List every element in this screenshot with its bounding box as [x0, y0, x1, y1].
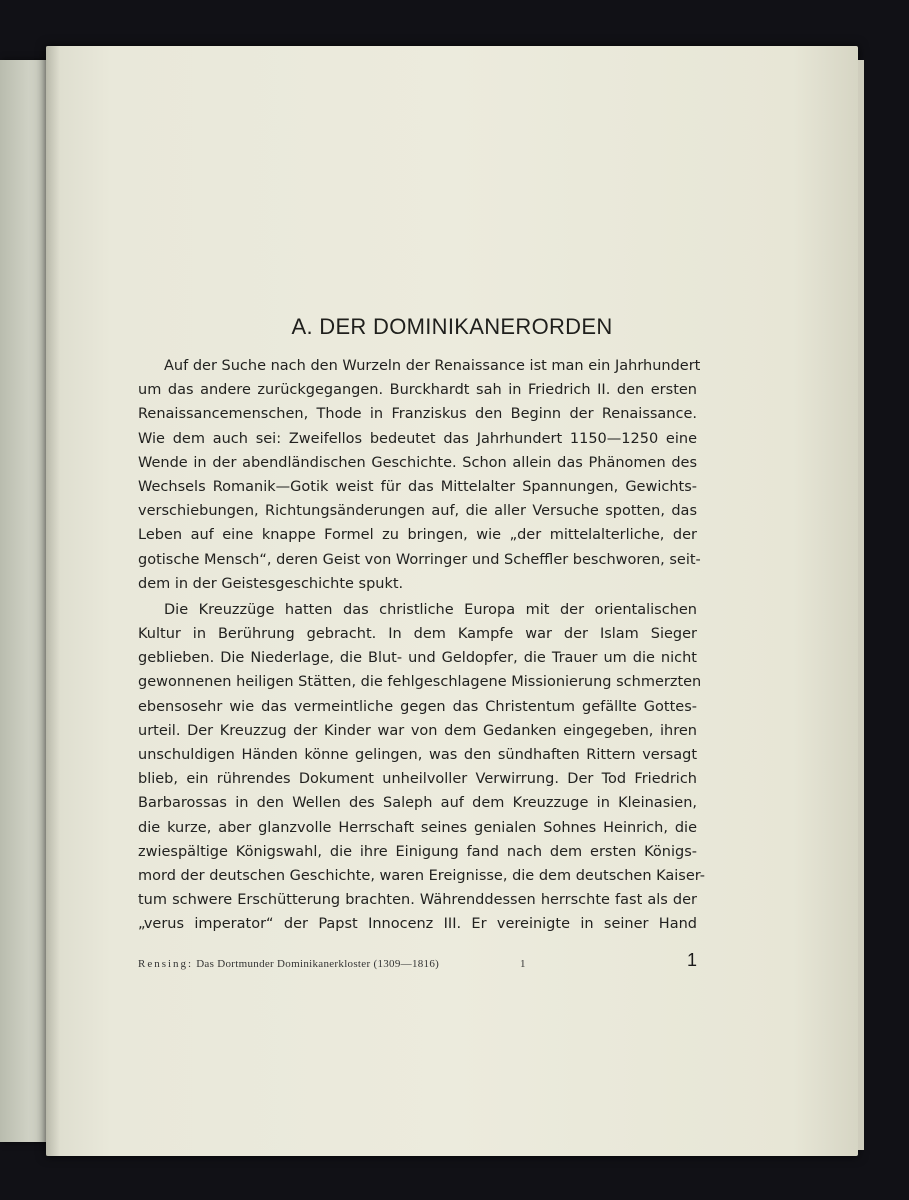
text-line: gewonnenen heiligen Stätten, die fehlgeschlagene Missionierung schmerzten: [138, 674, 702, 691]
page-number: 1: [686, 950, 697, 970]
text-line: Auf der Suche nach den Wurzeln der Renaissance ist man ein Jahrhundert: [164, 358, 701, 374]
text-line: Wende in der abendländischen Geschichte. Schon allein das Phänomen des: [138, 454, 697, 471]
text-line: um das andere zurückgegangen. Burckhardt sah in Friedrich II. den ersten: [138, 382, 697, 399]
page-edge: [858, 60, 864, 1150]
footer-author: Rensing:: [138, 958, 194, 970]
text-line: dem in der Geistesgeschichte spukt.: [138, 575, 404, 592]
chapter-heading: A. DER DOMINIKANERORDEN: [291, 314, 613, 339]
text-line: urteil. Der Kreuzzug der Kinder war von dem Gedanken eingegeben, ihren: [138, 722, 697, 739]
text-line: Wie dem auch sei: Zweifellos bedeutet das Jahrhundert 1150—1250 eine: [138, 430, 697, 447]
text-line: „verus imperator“ der Papst Innocenz III. Er vereinigte in seiner Hand: [138, 916, 697, 933]
text-line: Leben auf eine knappe Formel zu bringen, wie „der mittelalterliche, der: [138, 527, 697, 544]
text-line: ebensosehr wie das vermeintliche gegen das Christentum gefällte Gottes-: [138, 698, 697, 715]
text-line: unschuldigen Händen könne gelingen, was den sündhaften Rittern versagt: [138, 747, 697, 763]
page-footer: [138, 950, 697, 974]
text-line: Wechsels Romanik—Gotik weist für das Mittelalter Spannungen, Gewichts-: [138, 478, 697, 495]
body-text: [138, 354, 706, 937]
text-line: Die Kreuzzüge hatten das christliche Europa mit der orientalischen: [164, 601, 697, 618]
text-line: Kultur in Berührung gebracht. In dem Kampfe war der Islam Sieger: [138, 626, 697, 643]
text-line: geblieben. Die Niederlage, die Blut- und Geldopfer, die Trauer um die nicht: [138, 650, 697, 667]
text-line: Renaissancemenschen, Thode in Franziskus den Beginn der Renaissance.: [138, 406, 697, 423]
paragraph-1: [138, 354, 701, 596]
text-line: blieb, ein rührendes Dokument unheilvoller Verwirrung. Der Tod Friedrich: [138, 771, 697, 788]
text-line: zwiespältige Königswahl, die ihre Einigung fand nach dem ersten Königs-: [138, 843, 697, 860]
text-line: verschiebungen, Richtungsänderungen auf, die aller Versuche spotten, das: [138, 503, 697, 520]
text-line: tum schwere Erschütterung brachten. Währenddessen herrschte fast als der: [138, 892, 697, 909]
running-footer: [138, 958, 439, 970]
text-line: die kurze, aber glanzvolle Herrschaft seines genialen Sohnes Heinrich, die: [138, 819, 697, 836]
text-line: gotische Mensch“, deren Geist von Worringer und Scheffler beschworen, seit-: [138, 551, 701, 568]
previous-page-edge: [0, 60, 52, 1142]
footer-title: Das Dortmunder Dominikanerkloster (1309—1816): [196, 958, 440, 970]
book-page: [46, 46, 858, 1156]
signature-mark: 1: [520, 958, 526, 970]
text-line: Barbarossas in den Wellen des Saleph auf dem Kreuzzuge in Kleinasien,: [138, 795, 697, 812]
paragraph-2: [138, 598, 706, 937]
text-line: mord der deutschen Geschichte, waren Ereignisse, die dem deutschen Kaiser-: [138, 867, 706, 884]
